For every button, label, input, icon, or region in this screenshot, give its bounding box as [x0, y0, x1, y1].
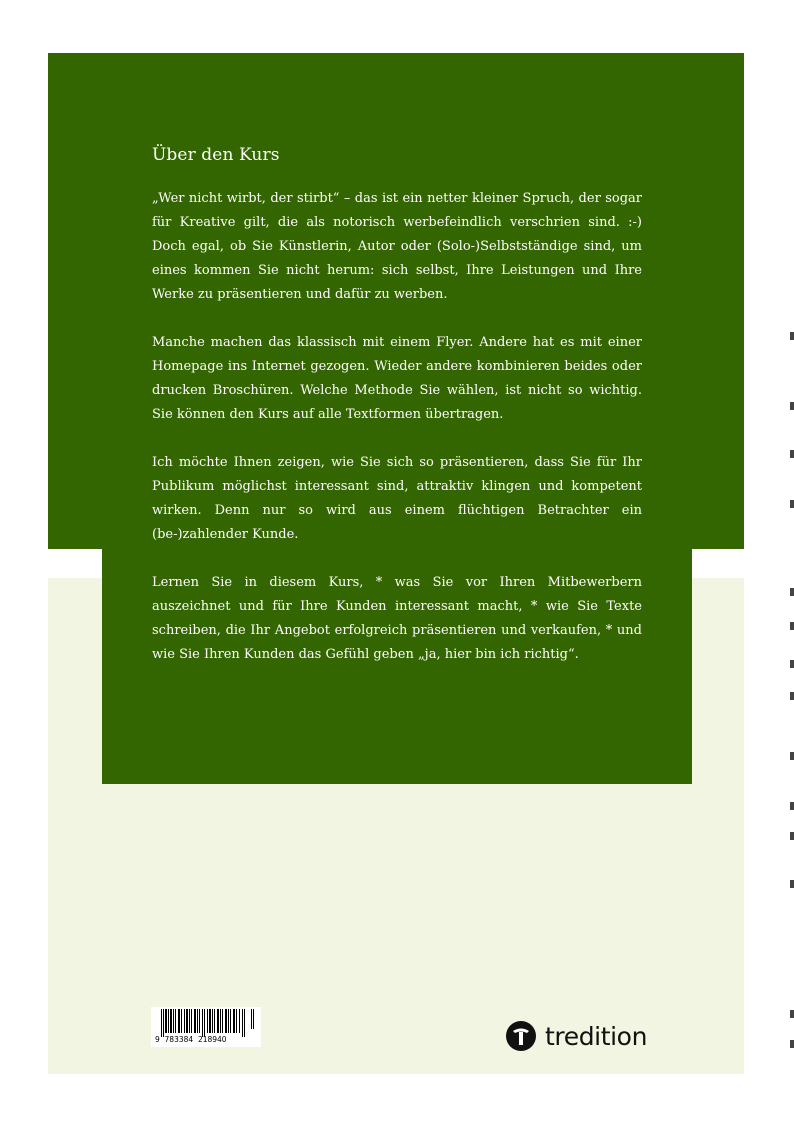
about-paragraph-2: Manche machen das klassisch mit einem Flyer. Andere hat es mit einer Homepage ins Internet gezogen. Wieder andere kombinieren beides oder drucken Broschüren. Welche Methode Sie wählen, ist nicht so wichtig. Sie können den Kurs auf alle Textformen übertragen. — [152, 335, 642, 422]
publisher-name: tredition — [545, 1021, 648, 1051]
about-heading: Über den Kurs — [152, 145, 280, 165]
about-paragraph-4: Lernen Sie in diesem Kurs, * was Sie vor Ihren Mitbewerbern auszeichnet und für Ihre Kunden interessant macht, * wie Sie Texte schreiben, die Ihr Angebot erfolgreich präsentieren und verkaufen, * und wie Sie Ihren Kunden das Gefühl geben „ja, hier bin ich richtig“. — [152, 575, 642, 662]
about-paragraph-1: „Wer nicht wirbt, der stirbt“ – das ist ein netter kleiner Spruch, der sogar für Kreative gilt, die als notorisch werbefeindlich verschrien sind. :-) Doch egal, ob Sie Künstlerin, Autor oder (Solo-)Selbstständige sind, um eines kommen Sie nicht herum: sich selbst, Ihre Leistungen und Ihre Werke zu präsentieren und dafür zu werben. — [152, 191, 642, 302]
spine-edge-marks — [790, 320, 794, 1080]
barcode — [151, 1007, 261, 1047]
about-paragraph-3: Ich möchte Ihnen zeigen, wie Sie sich so präsentieren, dass Sie für Ihr Publikum möglichst interessant sind, attraktiv klingen und kompetent wirken. Denn nur so wird aus einem flüchtigen Betrachter ein (be-)zahlender Kunde. — [152, 455, 642, 542]
tredition-logo-icon — [506, 1021, 536, 1051]
publisher-logo — [506, 1020, 647, 1052]
barcode-digits: 9 783384 218940 — [155, 1035, 227, 1044]
about-section — [152, 145, 642, 691]
